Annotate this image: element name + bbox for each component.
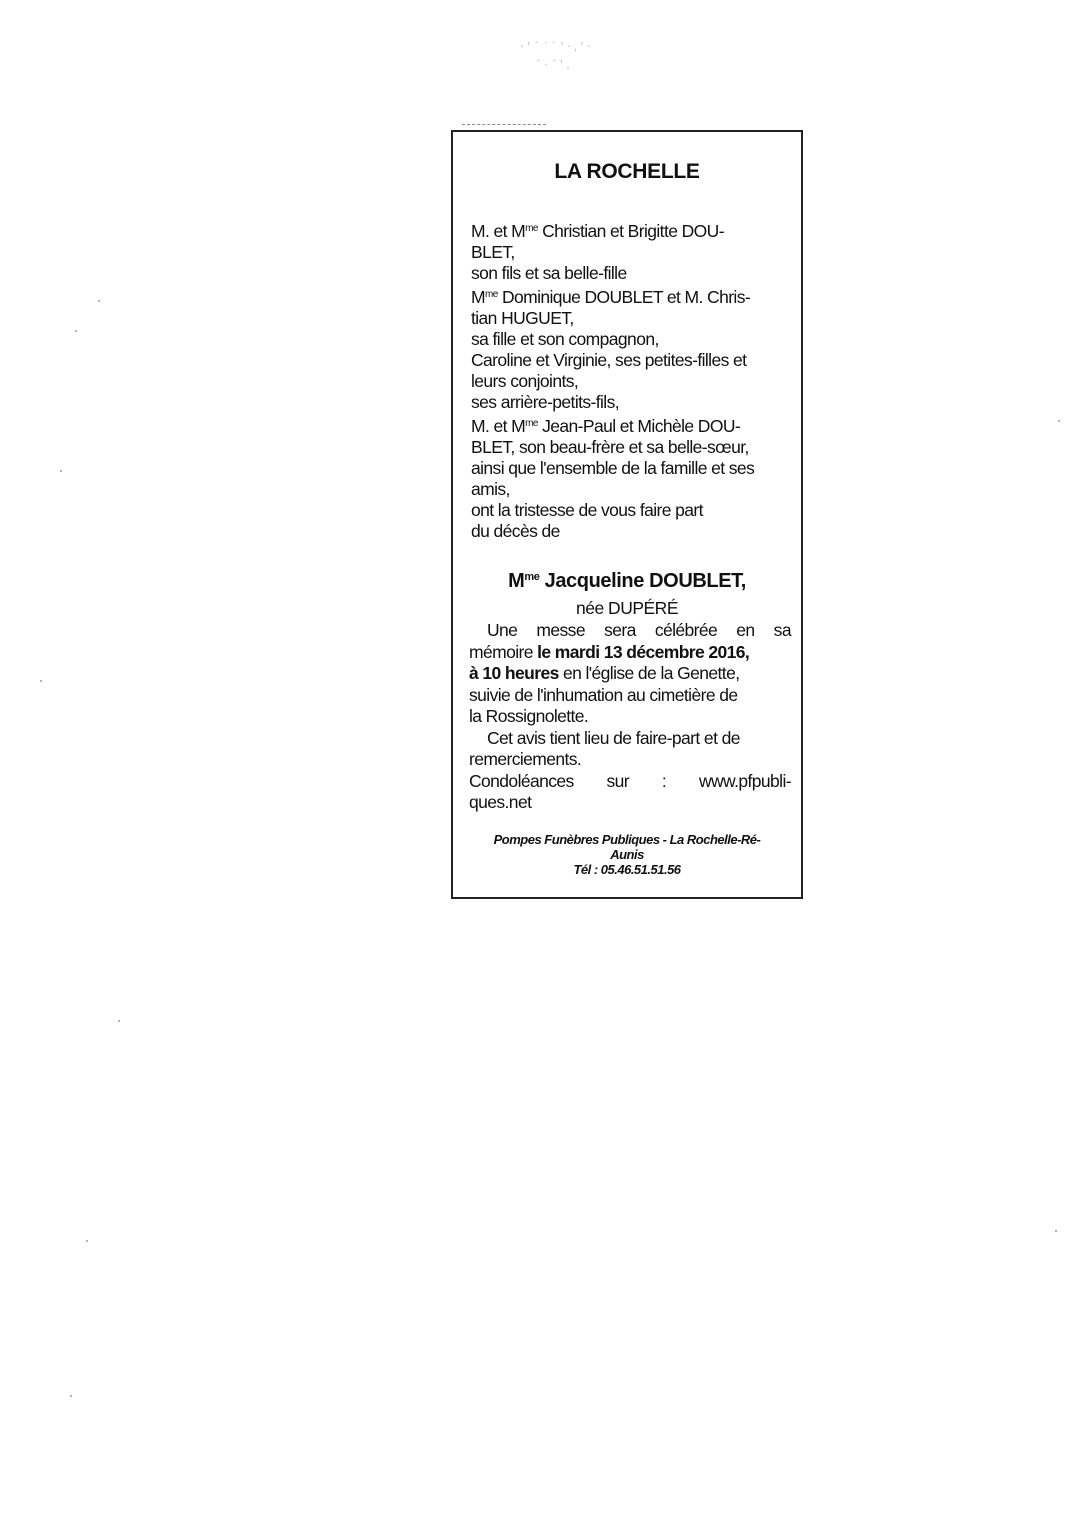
service-details (469, 620, 791, 814)
mass-line: à 10 heures en l'église de la Genette, (469, 663, 740, 683)
family-list (471, 218, 793, 542)
family-line: BLET, (471, 242, 515, 262)
mass-line: Une messe sera célébrée en sa (487, 620, 791, 640)
column-rule (462, 124, 546, 125)
family-line: ainsi que l'ensemble de la famille et ses (471, 458, 755, 478)
scan-speck (60, 470, 62, 472)
scan-speck (1058, 420, 1060, 422)
scan-speck (70, 1395, 72, 1397)
mass-line: la Rossignolette. (469, 706, 589, 726)
family-line: amis, (471, 479, 510, 499)
avis-line: remerciements. (469, 749, 582, 769)
family-line: tian HUGUET, (471, 308, 574, 328)
family-line: du décès de (471, 521, 560, 541)
family-line: sa fille et son compagnon, (471, 329, 659, 349)
obituary-notice (451, 130, 803, 899)
avis-line: Cet avis tient lieu de faire-part et de (487, 727, 740, 748)
deceased-name: $M^{me}$ Jacqueline DOUBLET, (508, 570, 746, 592)
family-line: leurs conjoints, (471, 371, 579, 391)
family-line: Caroline et Virginie, ses petites-filles et (471, 350, 747, 370)
birth-name: née DUPÉRÉ (576, 598, 678, 618)
family-line: BLET, son beau-frère et sa belle-sœur, (471, 437, 749, 457)
scan-speck (40, 680, 42, 682)
mass-line: suivie de l'inhumation au cimetière de (469, 684, 738, 705)
scan-artifact: ˊ · ´ ' ˌ (535, 58, 570, 71)
scan-speck (86, 1240, 88, 1242)
funeral-home-name-cont: Aunis (610, 847, 644, 862)
family-line: ont la tristesse de vous faire part (471, 500, 703, 520)
scan-speck (98, 300, 100, 302)
funeral-home-name: Pompes Funèbres Publiques - La Rochelle-Ré- (493, 832, 761, 847)
mass-line: mémoire le mardi 13 décembre 2016, (469, 641, 750, 662)
family-line: son fils et sa belle-fille (471, 263, 627, 283)
family-line: M. et $M^{me}$ Jean-Paul et Michèle DOU- (471, 416, 741, 436)
scan-speck (75, 330, 77, 332)
funeral-home-footer (453, 832, 801, 877)
notice-title: LA ROCHELLE (554, 160, 700, 183)
family-line: ses arrière-petits-fils, (471, 392, 619, 412)
family-line: M. et $M^{me}$ Christian et Brigitte DOU- (471, 221, 724, 241)
scan-artifact: · ' ˊ ´ ` ' · ˌ ' · (520, 40, 591, 53)
scan-speck (1055, 1230, 1057, 1232)
condolences-line: Condoléances sur : www.pfpubli- (469, 770, 791, 791)
funeral-home-phone: Tél : 05.46.51.51.56 (573, 862, 681, 877)
condolences-url: ques.net (469, 792, 532, 812)
family-line: $M^{me}$ Dominique DOUBLET et M. Chris- (471, 287, 751, 307)
scan-speck (118, 1020, 120, 1022)
